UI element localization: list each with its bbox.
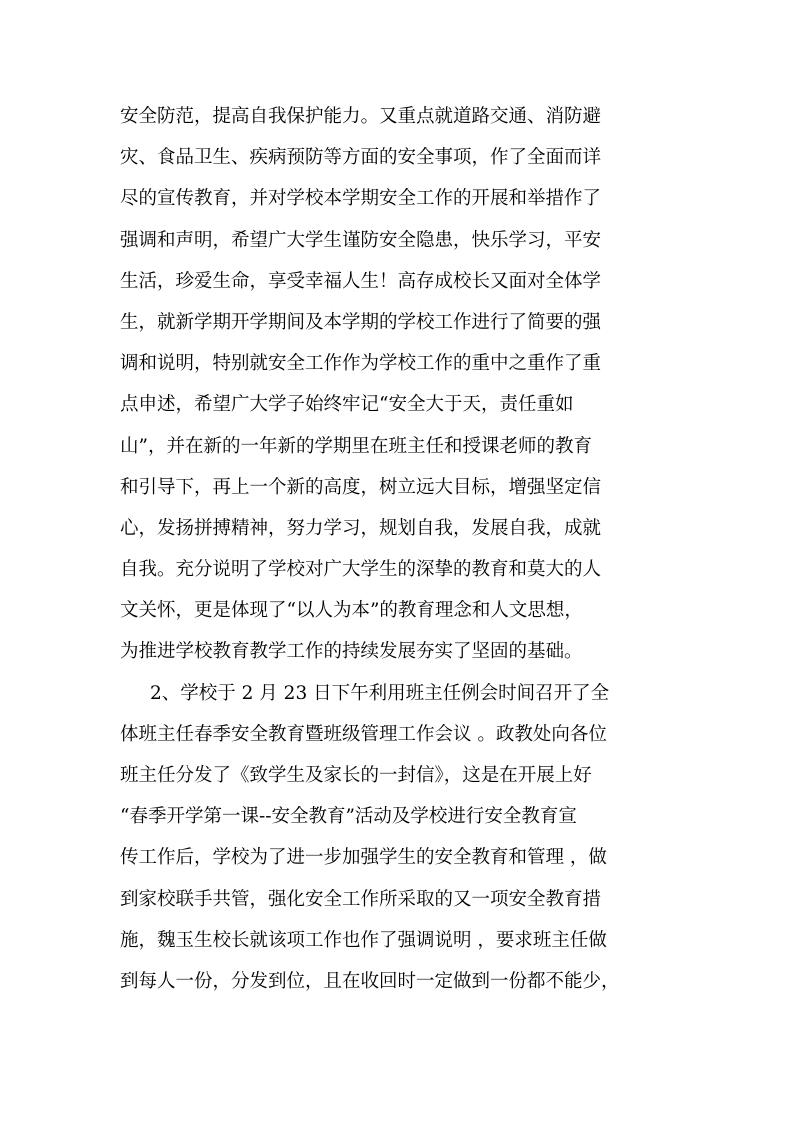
- paragraph-start-line: 2、学校于 2 月 23 日下午利用班主任例会时间召开了全: [150, 682, 610, 704]
- text-line: 自我。充分说明了学校对广大学生的深挚的教育和莫大的人: [120, 559, 602, 581]
- text-line: 灾、食品卫生、疾病预防等方面的安全事项，作了全面而详: [120, 147, 602, 169]
- text-line: 安全防范，提高自我保护能力。又重点就道路交通、消防避: [120, 106, 602, 127]
- text-line: 尽的宣传教育，并对学校本学期安全工作的开展和举措作了: [120, 188, 602, 210]
- text-line: “春季开学第一课--安全教育”活动及学校进行安全教育宣: [120, 806, 577, 828]
- text-line: 点申述，希望广大学子始终牢记“安全大于天，责任重如: [120, 394, 574, 416]
- text-line: 和引导下，再上一个新的高度，树立远大目标，增强坚定信: [120, 476, 602, 498]
- text-line: 体班主任春季安全教育暨班级管理工作会议 。政教处向各位: [120, 723, 607, 745]
- text-line: 为推进学校教育教学工作的持续发展夯实了坚固的基础。: [120, 641, 583, 663]
- text-line: 班主任分发了《致学生及家长的一封信》，这是在开展上好: [120, 765, 592, 786]
- text-line: 心，发扬拼搏精神，努力学习，规划自我，发展自我，成就: [120, 517, 602, 539]
- text-line: 到家校联手共管，强化安全工作所采取的又一项安全教育措: [120, 888, 602, 910]
- text-line: 强调和声明，希望广大学生谨防安全隐患，快乐学习，平安: [120, 229, 602, 251]
- text-line: 山”，并在新的一年新的学期里在班主任和授课老师的教育: [120, 435, 592, 457]
- text-line: 传工作后，学校为了进一步加强学生的安全教育和管理 ，做: [120, 847, 607, 869]
- body-text: [120, 96, 680, 1002]
- text-line: 到每人一份，分发到位，且在收回时一定做到一份都不能少，: [120, 970, 620, 992]
- text-line: 生，就新学期开学期间及本学期的学校工作进行了简要的强: [120, 311, 602, 333]
- text-line: 生活，珍爱生命，享受幸福人生！高存成校长又面对全体学: [120, 270, 602, 292]
- text-line: 施，魏玉生校长就该项工作也作了强调说明 ，要求班主任做: [120, 929, 607, 951]
- text-line: 文关怀，更是体现了“以人为本”的教育理念和人文思想，: [120, 600, 583, 622]
- text-line: 调和说明，特别就安全工作作为学校工作的重中之重作了重: [120, 353, 602, 375]
